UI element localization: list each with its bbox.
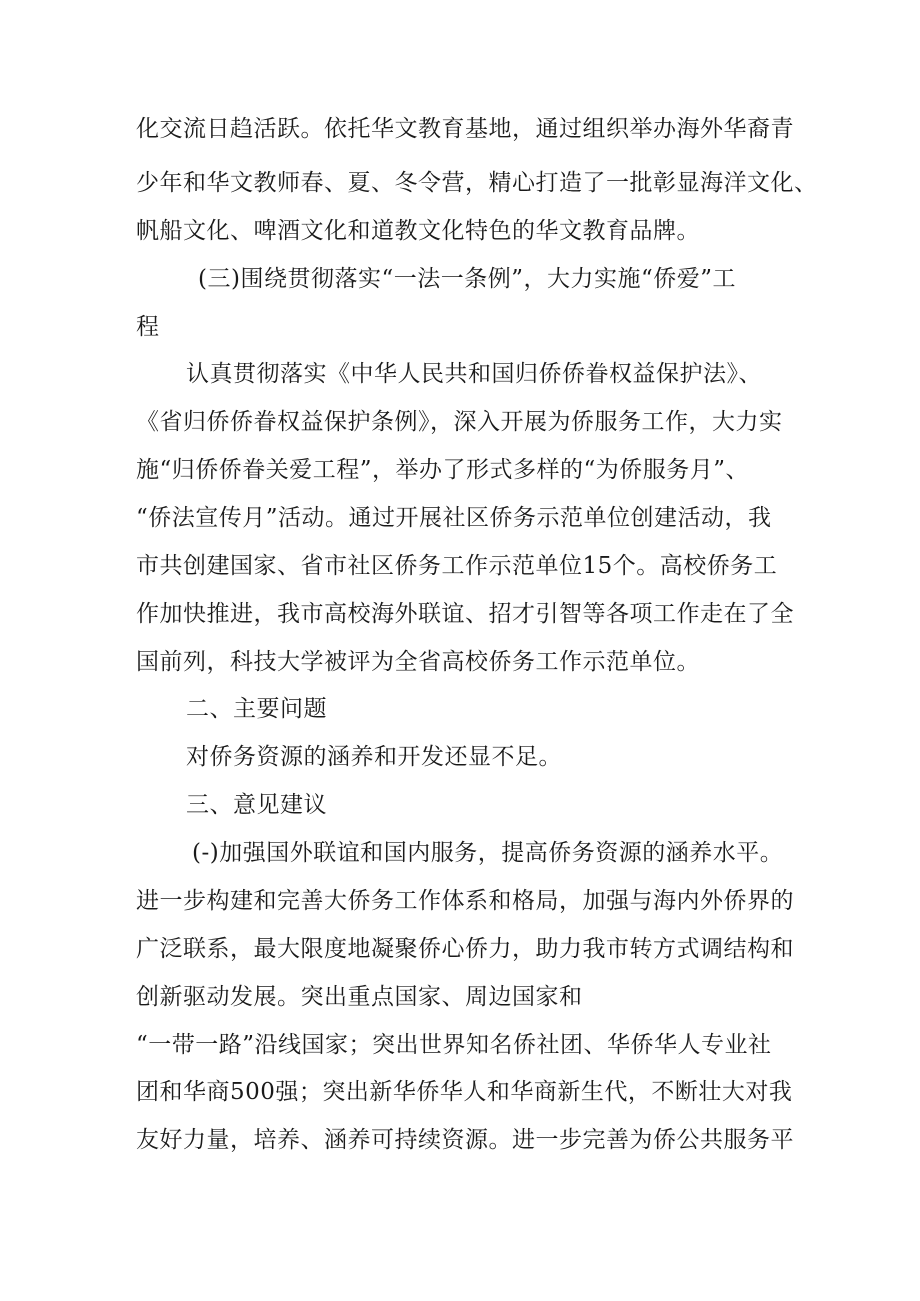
subsection-heading: (-)加强国外联谊和国内服务，提高侨务资源的涵养水平。 — [192, 840, 784, 866]
paragraph-line: 创新驱动发展。突出重点国家、周边国家和 — [136, 984, 583, 1010]
section-heading-continued: 程 — [136, 314, 160, 340]
paragraph-line: 认真贯彻落实《中华人民共和国归侨侨眷权益保护法》、 — [186, 361, 762, 387]
paragraph-line: 少年和华文教师春、夏、冬令营，精心打造了一批彰显海洋文化、 — [136, 170, 818, 196]
paragraph-line: “一带一路”沿线国家；突出世界知名侨社团、华侨华人专业社 — [136, 1032, 772, 1058]
paragraph-line: 市共创建国家、省市社区侨务工作示范单位15个。高校侨务工 — [136, 553, 778, 579]
paragraph-line: 施“归侨侨眷关爱工程”，举办了形式多样的“为侨服务月”、 — [136, 457, 750, 483]
paragraph-line: 作加快推进，我市高校海外联谊、招才引智等各项工作走在了全 — [136, 601, 794, 627]
section-heading: 二、主要问题 — [186, 696, 327, 722]
paragraph-line: 《省归侨侨眷权益保护条例》，深入开展为侨服务工作，大力实 — [136, 409, 783, 435]
paragraph-line: 团和华商500强；突出新华侨华人和华商新生代，不断壮大对我 — [136, 1079, 793, 1105]
paragraph-line: 国前列，科技大学被评为全省高校侨务工作示范单位。 — [136, 649, 700, 675]
paragraph-line: 对侨务资源的涵养和开发还显不足。 — [186, 744, 562, 770]
paragraph-line: 化交流日趋活跃。依托华文教育基地，通过组织举办海外华裔青 — [136, 116, 794, 142]
section-heading: (三)围绕贯彻落实“一法一条例”，大力实施“侨爱”工 — [198, 266, 736, 292]
paragraph-line: “侨法宣传月”活动。通过开展社区侨务示范单位创建活动，我 — [136, 505, 772, 531]
paragraph-line: 帆船文化、啤酒文化和道教文化特色的华文教育品牌。 — [136, 218, 700, 244]
section-heading: 三、意见建议 — [186, 792, 327, 818]
paragraph-line: 广泛联系，最大限度地凝聚侨心侨力，助力我市转方式调结构和 — [136, 936, 794, 962]
paragraph-line: 进一步构建和完善大侨务工作体系和格局，加强与海内外侨界的 — [136, 888, 794, 914]
paragraph-line: 友好力量，培养、涵养可持续资源。进一步完善为侨公共服务平 — [136, 1127, 794, 1153]
